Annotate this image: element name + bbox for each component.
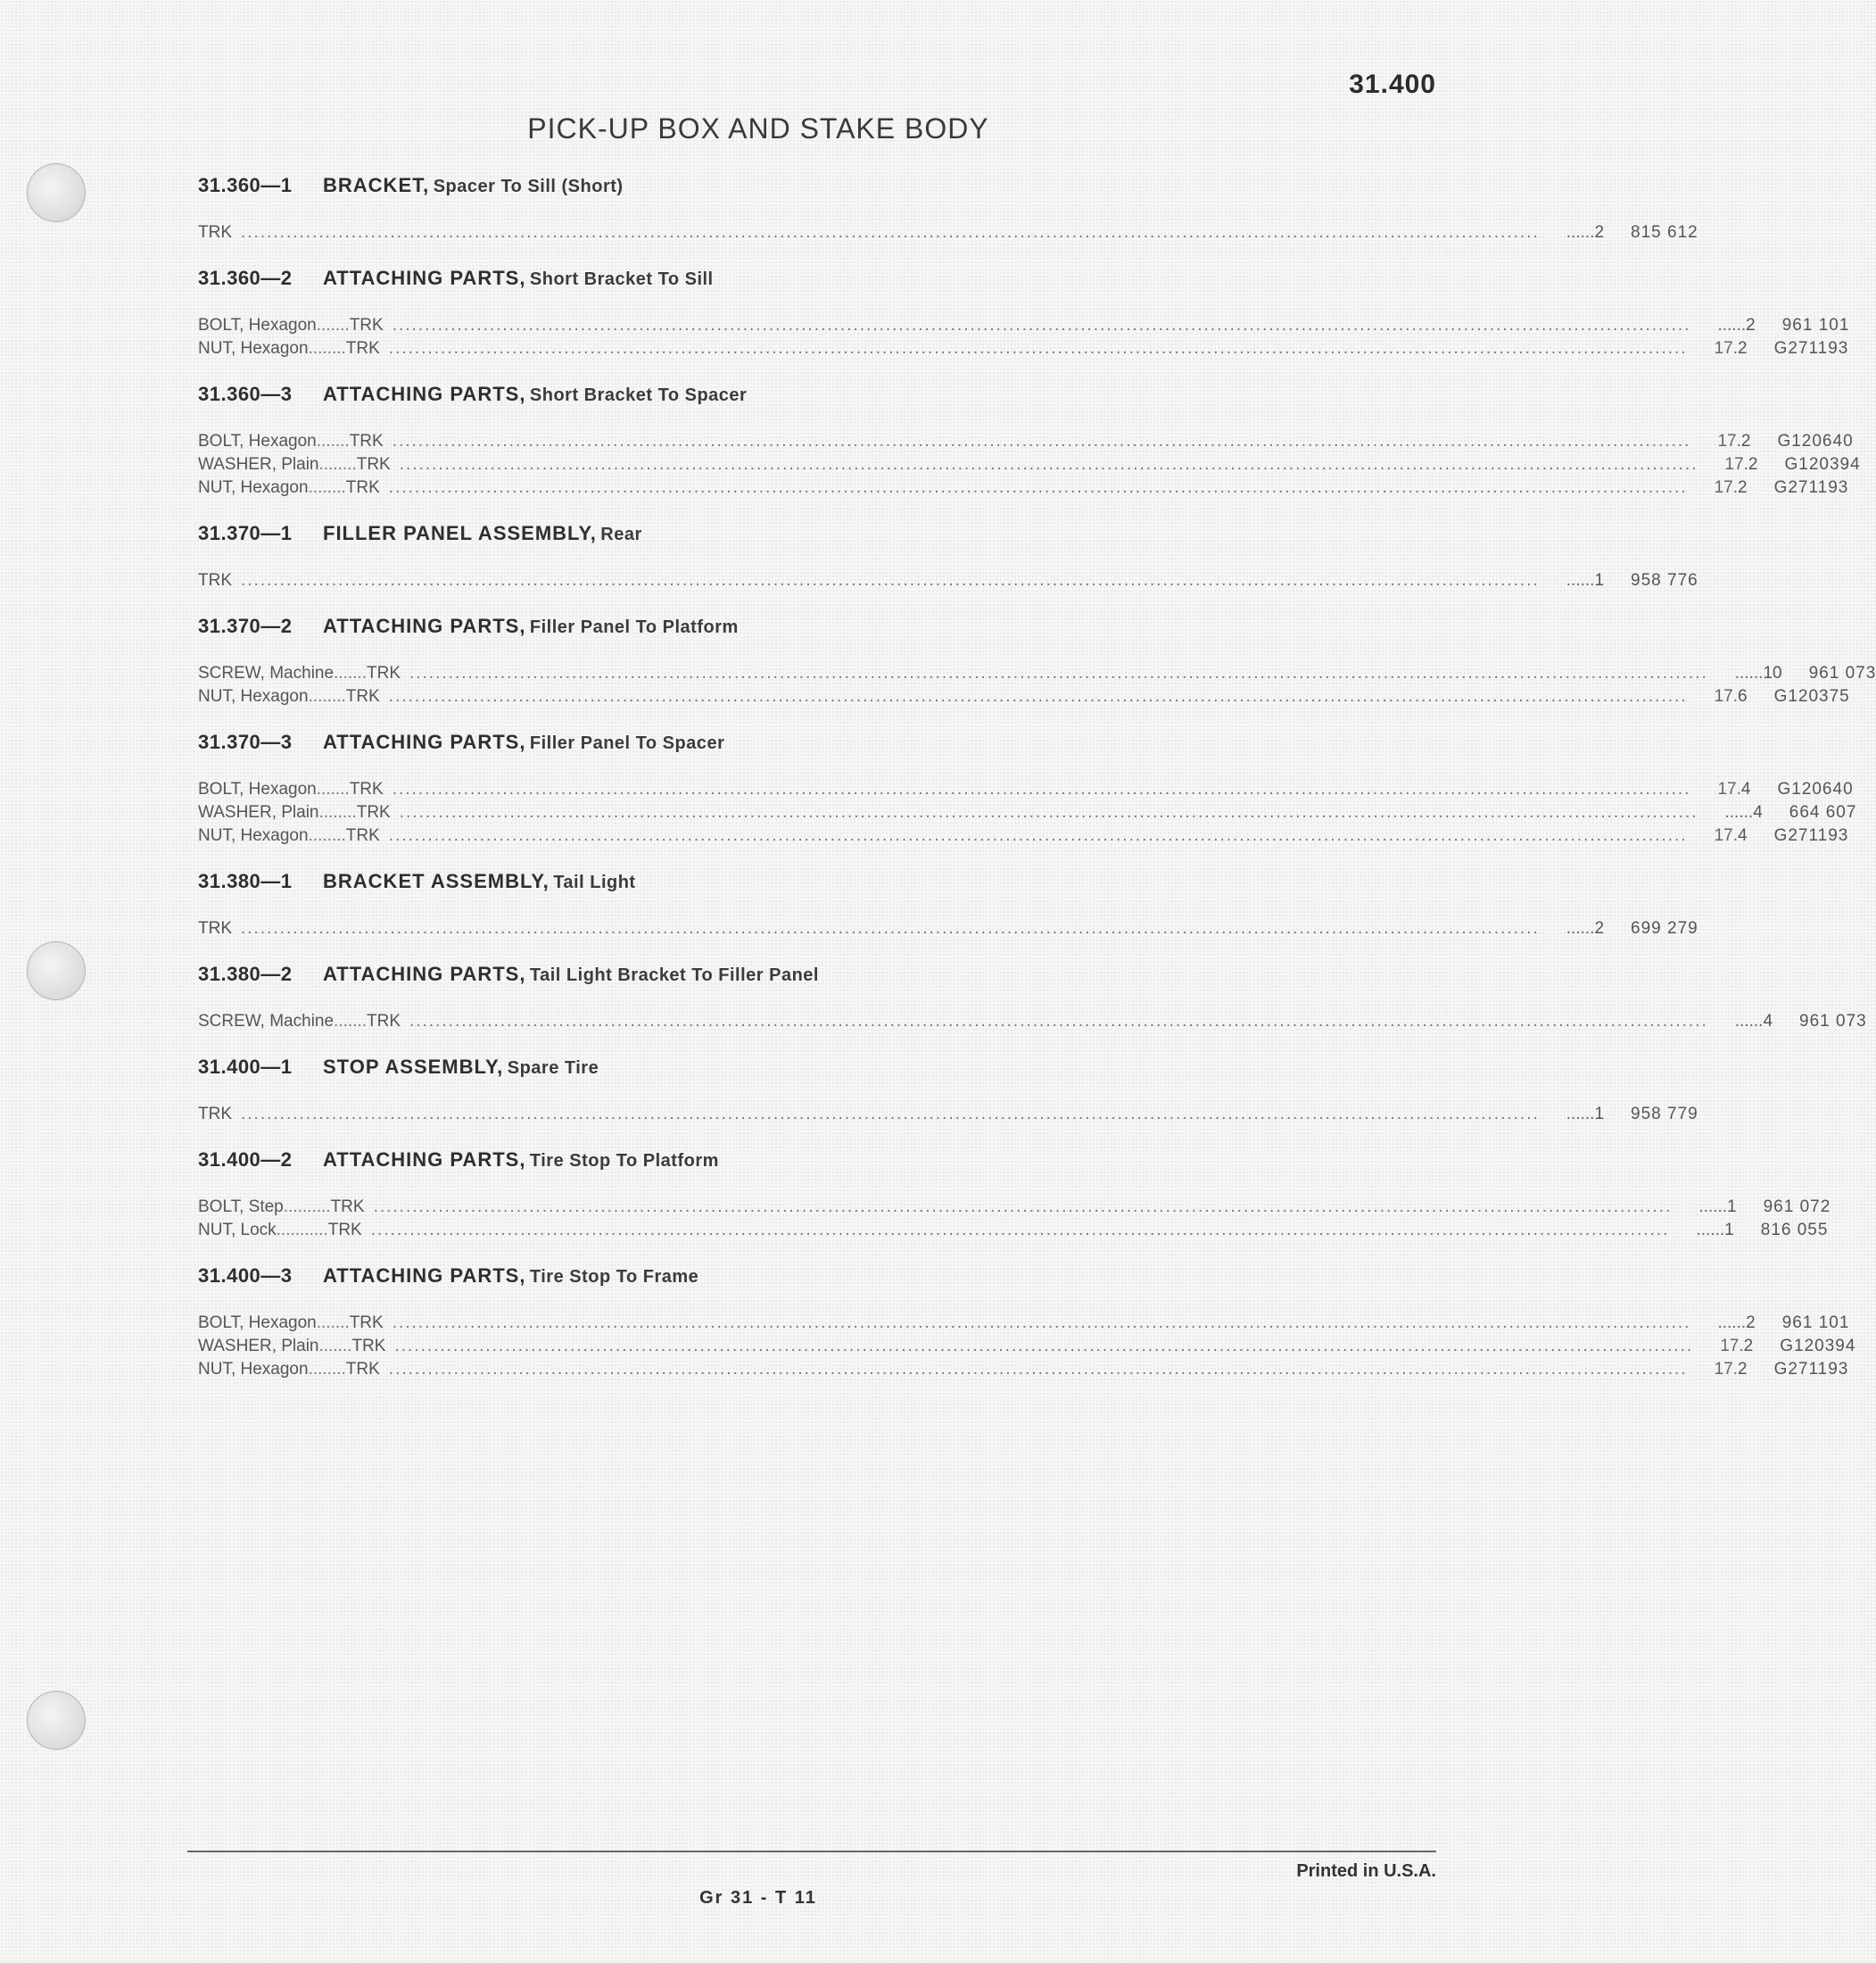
part-model: TRK — [349, 316, 384, 335]
section-code: 31.370—3 — [198, 731, 293, 753]
section-items — [198, 1180, 1831, 1256]
part-name-text: NUT, Hexagon — [198, 478, 309, 497]
part-name-leader: ........ — [318, 803, 357, 822]
part-model: TRK — [356, 803, 391, 822]
part-model: TRK — [330, 1197, 365, 1216]
dot-leader: ........................................................................................................................................................................................................ — [399, 803, 1698, 822]
part-quantity: 1 — [1594, 1105, 1605, 1123]
dot-leader: ........................................................................................................................................................................................................ — [399, 455, 1698, 474]
part-name-leader: ....... — [316, 316, 350, 335]
dot-leader: ........................................................................................................................................................................................................ — [409, 1012, 1708, 1031]
binder-hole-top — [27, 163, 86, 222]
part-model: TRK — [345, 478, 380, 497]
part-model: TRK — [349, 432, 384, 451]
part-name-leader: ........... — [276, 1221, 328, 1239]
dot-leader: ........................................................................................................................................................................................................ — [241, 919, 1540, 938]
part-row — [198, 314, 1850, 337]
part-name — [198, 314, 350, 337]
dot-leader: ........................................................................................................................................................................................................ — [388, 478, 1688, 497]
part-number: G120394 — [1780, 1337, 1856, 1355]
parts-section — [198, 259, 1850, 375]
part-name — [198, 1358, 346, 1381]
part-ref: ...... — [1566, 223, 1595, 242]
part-row — [198, 476, 1849, 500]
part-ref: 17. — [1717, 432, 1741, 451]
part-name — [198, 1335, 351, 1358]
part-name-text: BOLT, Step — [198, 1197, 284, 1216]
part-number: G120640 — [1777, 780, 1854, 799]
part-ref: ...... — [1717, 316, 1747, 335]
part-row — [198, 1358, 1849, 1381]
printed-in-usa: Printed in U.S.A. — [1296, 1861, 1436, 1881]
section-subtitle: Short Bracket To Spacer — [529, 385, 748, 405]
section-items — [198, 994, 1867, 1048]
part-name — [198, 1103, 232, 1126]
part-row — [198, 221, 1698, 244]
part-number: G271193 — [1773, 1360, 1849, 1379]
part-quantity: 2 — [1746, 1313, 1756, 1332]
section-code: 31.360—3 — [198, 383, 293, 405]
section-items — [198, 205, 1698, 259]
part-name — [198, 430, 350, 453]
part-row — [198, 1010, 1867, 1033]
part-ref: ...... — [1696, 1221, 1725, 1239]
section-title: ATTACHING PARTS, — [323, 267, 526, 289]
section-title: ATTACHING PARTS, — [323, 731, 526, 753]
footer-rule — [187, 1851, 1436, 1852]
part-quantity: 2 — [1740, 432, 1751, 451]
page-title: PICK-UP BOX AND STAKE BODY — [527, 112, 989, 145]
parts-section — [198, 514, 1698, 607]
section-subtitle: Tail Light — [553, 873, 636, 892]
section-subtitle: Filler Panel To Platform — [529, 617, 739, 637]
part-name — [198, 569, 232, 592]
part-row — [198, 1335, 1856, 1358]
part-name-text: BOLT, Hexagon — [198, 432, 317, 451]
part-row — [198, 801, 1857, 824]
part-ref: ...... — [1566, 571, 1595, 590]
section-code: 31.360—2 — [198, 267, 293, 289]
part-name — [198, 337, 346, 360]
part-name — [198, 685, 346, 708]
section-heading — [198, 723, 1376, 762]
part-model: TRK — [345, 687, 380, 706]
page-number: 31.400 — [1349, 70, 1436, 99]
section-code: 31.370—1 — [198, 522, 293, 544]
part-number: G120640 — [1777, 432, 1854, 451]
dot-leader: ........................................................................................................................................................................................................ — [409, 664, 1708, 683]
part-model: TRK — [345, 826, 380, 845]
part-name — [198, 1312, 350, 1335]
part-ref: ...... — [1734, 1012, 1764, 1031]
dot-leader: ........................................................................................................................................................................................................ — [394, 1337, 1694, 1355]
part-name-text: TRK — [198, 223, 232, 242]
part-name — [198, 1219, 328, 1242]
part-name-text: SCREW, Machine — [198, 1012, 335, 1031]
part-ref: 17. — [1714, 687, 1738, 706]
part-row — [198, 1196, 1831, 1219]
part-name-text: NUT, Lock — [198, 1221, 277, 1239]
part-row — [198, 453, 1861, 476]
part-model: TRK — [367, 664, 401, 683]
part-row — [198, 917, 1698, 940]
part-name-text: NUT, Hexagon — [198, 1360, 309, 1379]
part-number: 961 101 — [1781, 316, 1850, 335]
part-name — [198, 476, 346, 500]
section-title: STOP ASSEMBLY, — [323, 1056, 504, 1078]
part-name-leader: .......... — [283, 1197, 331, 1216]
part-row — [198, 430, 1854, 453]
part-model: TRK — [356, 455, 391, 474]
dot-leader: ........................................................................................................................................................................................................ — [373, 1197, 1673, 1216]
part-model: TRK — [327, 1221, 362, 1239]
part-name — [198, 824, 346, 848]
part-ref: ...... — [1698, 1197, 1728, 1216]
section-title: ATTACHING PARTS, — [323, 1148, 526, 1171]
section-title: BRACKET, — [323, 174, 430, 196]
part-row — [198, 337, 1849, 360]
part-name-leader: ........ — [308, 478, 346, 497]
dot-leader: ........................................................................................................................................................................................................ — [370, 1221, 1670, 1239]
section-title: ATTACHING PARTS, — [323, 615, 526, 637]
part-number: 815 612 — [1631, 223, 1698, 242]
part-quantity: 2 — [1594, 223, 1605, 242]
part-name — [198, 453, 357, 476]
part-number: G120375 — [1773, 687, 1850, 706]
section-items — [198, 901, 1698, 955]
part-quantity: 4 — [1763, 1012, 1773, 1031]
dot-leader: ........................................................................................................................................................................................................ — [392, 780, 1691, 799]
part-name-leader: ........ — [308, 687, 346, 706]
section-code: 31.370—2 — [198, 615, 293, 637]
section-code: 31.380—2 — [198, 963, 293, 985]
dot-leader: ........................................................................................................................................................................................................ — [392, 1313, 1691, 1332]
parts-section — [198, 607, 1876, 723]
part-row — [198, 1103, 1698, 1126]
part-name — [198, 917, 232, 940]
part-number: 961 073 — [1799, 1012, 1867, 1031]
part-name-text: NUT, Hexagon — [198, 339, 309, 358]
section-heading — [198, 955, 1376, 994]
part-row — [198, 824, 1849, 848]
part-name-leader: ....... — [334, 1012, 367, 1031]
part-quantity: 4 — [1737, 826, 1748, 845]
part-name-text: NUT, Hexagon — [198, 826, 309, 845]
section-heading — [198, 862, 1376, 901]
part-name-text: TRK — [198, 571, 232, 590]
section-heading — [198, 1048, 1376, 1087]
part-ref: ...... — [1566, 1105, 1595, 1123]
binder-hole-middle — [27, 941, 86, 1000]
part-name-leader: ....... — [316, 780, 350, 799]
section-items — [198, 298, 1850, 375]
part-quantity: 1 — [1724, 1221, 1734, 1239]
part-quantity: 2 — [1737, 1360, 1748, 1379]
section-title: BRACKET ASSEMBLY, — [323, 870, 550, 892]
section-code: 31.400—1 — [198, 1056, 293, 1078]
part-number: G271193 — [1773, 826, 1849, 845]
part-name-leader: ....... — [318, 1337, 352, 1355]
part-ref: 17. — [1714, 826, 1738, 845]
dot-leader: ........................................................................................................................................................................................................ — [388, 1360, 1688, 1379]
part-quantity: 2 — [1594, 919, 1605, 938]
part-quantity: 2 — [1743, 1337, 1754, 1355]
part-quantity: 1 — [1727, 1197, 1737, 1216]
part-name-leader: ....... — [316, 432, 350, 451]
part-number: 664 607 — [1789, 803, 1857, 822]
part-number: 699 279 — [1631, 919, 1698, 938]
section-subtitle: Spacer To Sill (Short) — [433, 177, 624, 196]
part-name-text: BOLT, Hexagon — [198, 1313, 317, 1332]
section-title: ATTACHING PARTS, — [323, 383, 526, 405]
parts-section — [198, 1256, 1856, 1396]
section-heading — [198, 1140, 1376, 1180]
part-name — [198, 662, 367, 685]
section-heading — [198, 166, 1376, 205]
section-subtitle: Short Bracket To Sill — [529, 269, 714, 289]
binder-hole-bottom — [27, 1691, 86, 1750]
section-subtitle: Tail Light Bracket To Filler Panel — [529, 965, 819, 985]
part-name — [198, 1196, 331, 1219]
part-ref: ...... — [1734, 664, 1764, 683]
part-model: TRK — [349, 1313, 384, 1332]
parts-section — [198, 375, 1861, 514]
section-items — [198, 1087, 1698, 1140]
part-ref: 17. — [1714, 478, 1738, 497]
section-subtitle: Rear — [600, 525, 642, 544]
part-row — [198, 685, 1850, 708]
part-name — [198, 778, 350, 801]
part-quantity: 2 — [1748, 455, 1758, 474]
part-number: 961 072 — [1763, 1197, 1831, 1216]
part-number: 961 073 — [1808, 664, 1876, 683]
section-code: 31.380—1 — [198, 870, 293, 892]
part-model: TRK — [345, 339, 380, 358]
part-quantity: 10 — [1763, 664, 1782, 683]
part-name-leader: ....... — [316, 1313, 350, 1332]
part-quantity: 6 — [1737, 687, 1748, 706]
part-name-text: TRK — [198, 1105, 232, 1123]
part-name-leader: ........ — [308, 339, 346, 358]
section-subtitle: Spare Tire — [507, 1058, 599, 1078]
part-quantity: 2 — [1737, 478, 1748, 497]
dot-leader: ........................................................................................................................................................................................................ — [388, 826, 1688, 845]
part-number: G271193 — [1773, 339, 1849, 358]
dot-leader: ........................................................................................................................................................................................................ — [392, 432, 1691, 451]
part-name-text: NUT, Hexagon — [198, 687, 309, 706]
section-items — [198, 1296, 1856, 1396]
parts-section — [198, 1048, 1698, 1140]
part-name — [198, 221, 232, 244]
dot-leader: ........................................................................................................................................................................................................ — [392, 316, 1691, 335]
part-number: G120394 — [1784, 455, 1861, 474]
part-number: 958 776 — [1631, 571, 1698, 590]
dot-leader: ........................................................................................................................................................................................................ — [388, 339, 1688, 358]
part-name-leader: ........ — [308, 826, 346, 845]
dot-leader: ........................................................................................................................................................................................................ — [388, 687, 1688, 706]
part-number: 961 101 — [1781, 1313, 1850, 1332]
section-subtitle: Tire Stop To Platform — [529, 1151, 719, 1171]
part-row — [198, 778, 1854, 801]
section-heading — [198, 607, 1376, 646]
section-title: ATTACHING PARTS, — [323, 963, 526, 985]
part-model: TRK — [349, 780, 384, 799]
part-name-text: WASHER, Plain — [198, 1337, 319, 1355]
section-heading — [198, 375, 1376, 414]
part-name-text: TRK — [198, 919, 232, 938]
part-quantity: 4 — [1740, 780, 1751, 799]
section-subtitle: Tire Stop To Frame — [529, 1267, 699, 1287]
part-row — [198, 1219, 1829, 1242]
part-quantity: 4 — [1753, 803, 1763, 822]
part-name — [198, 801, 357, 824]
section-title: FILLER PANEL ASSEMBLY, — [323, 522, 597, 544]
part-model: TRK — [367, 1012, 401, 1031]
part-number: G271193 — [1773, 478, 1849, 497]
part-name-text: WASHER, Plain — [198, 803, 319, 822]
part-ref: 17. — [1714, 1360, 1738, 1379]
part-row — [198, 569, 1698, 592]
parts-section — [198, 1140, 1831, 1256]
part-name — [198, 1010, 367, 1033]
footer-code: Gr 31 - T 11 — [699, 1888, 817, 1908]
section-items — [198, 414, 1861, 514]
part-ref: ...... — [1724, 803, 1754, 822]
part-model: TRK — [351, 1337, 386, 1355]
part-row — [198, 1312, 1850, 1335]
section-heading — [198, 1256, 1376, 1296]
part-quantity: 1 — [1594, 571, 1605, 590]
dot-leader: ........................................................................................................................................................................................................ — [241, 1105, 1540, 1123]
part-ref: ...... — [1717, 1313, 1747, 1332]
section-code: 31.360—1 — [198, 174, 293, 196]
part-ref: 17. — [1714, 339, 1738, 358]
parts-list — [198, 166, 1876, 1396]
part-ref: 17. — [1720, 1337, 1744, 1355]
section-title: ATTACHING PARTS, — [323, 1264, 526, 1287]
part-name-leader: ........ — [308, 1360, 346, 1379]
part-name-leader: ........ — [318, 455, 357, 474]
dot-leader: ........................................................................................................................................................................................................ — [241, 571, 1540, 590]
part-ref: 17. — [1724, 455, 1748, 474]
section-items — [198, 646, 1876, 723]
part-name-text: WASHER, Plain — [198, 455, 319, 474]
part-ref: 17. — [1717, 780, 1741, 799]
part-number: 816 055 — [1760, 1221, 1829, 1239]
dot-leader: ........................................................................................................................................................................................................ — [241, 223, 1540, 242]
parts-section — [198, 166, 1698, 259]
part-number: 958 779 — [1631, 1105, 1698, 1123]
part-row — [198, 662, 1876, 685]
part-quantity: 2 — [1737, 339, 1748, 358]
part-ref: ...... — [1566, 919, 1595, 938]
part-name-text: BOLT, Hexagon — [198, 780, 317, 799]
section-items — [198, 553, 1698, 607]
part-name-text: SCREW, Machine — [198, 664, 335, 683]
parts-section — [198, 862, 1698, 955]
part-model: TRK — [345, 1360, 380, 1379]
parts-section — [198, 955, 1867, 1048]
section-subtitle: Filler Panel To Spacer — [529, 733, 725, 753]
section-code: 31.400—2 — [198, 1148, 293, 1171]
section-items — [198, 762, 1857, 862]
section-heading — [198, 514, 1376, 553]
section-heading — [198, 259, 1376, 298]
part-name-text: BOLT, Hexagon — [198, 316, 317, 335]
part-quantity: 2 — [1746, 316, 1756, 335]
section-code: 31.400—3 — [198, 1264, 293, 1287]
parts-section — [198, 723, 1857, 862]
part-name-leader: ....... — [334, 664, 367, 683]
